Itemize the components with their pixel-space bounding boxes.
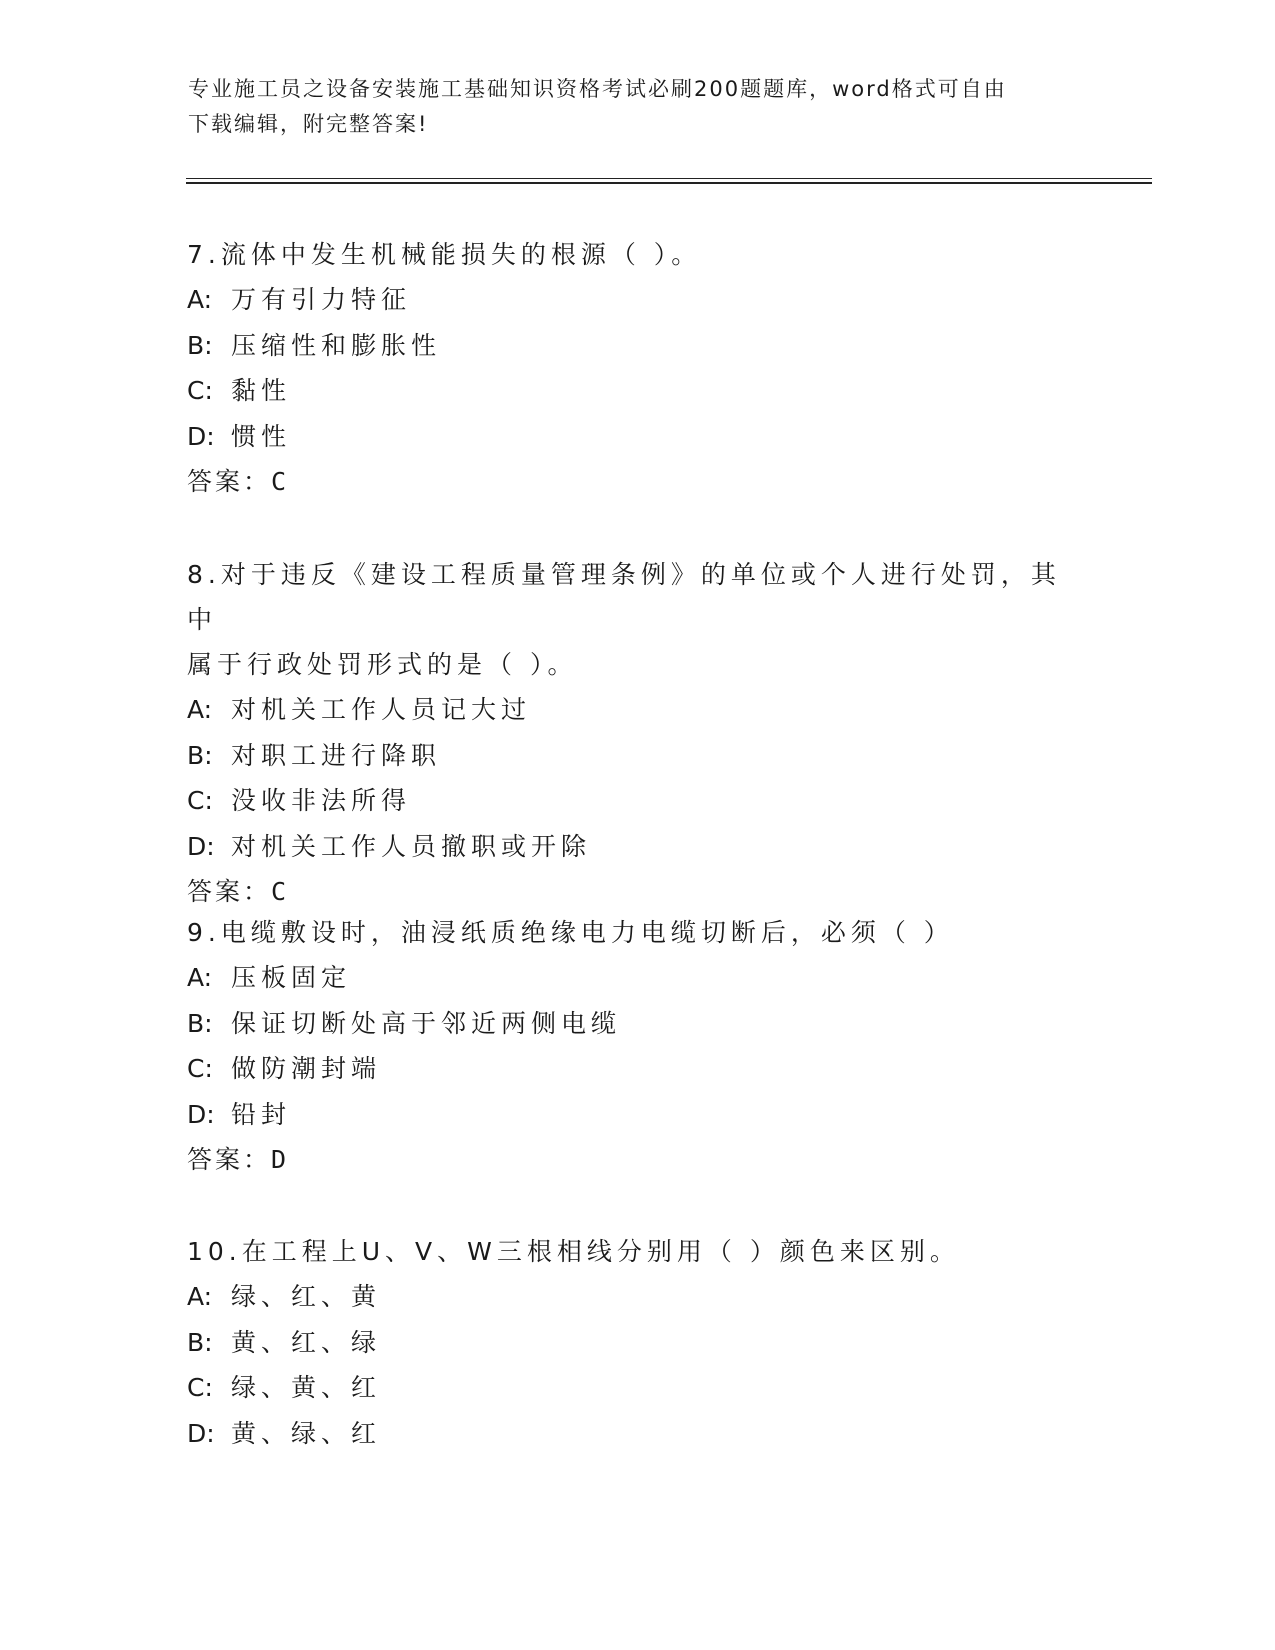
question-text-line-2: 属于行政处罚形式的是（ ）。: [187, 650, 578, 679]
question-text: 10.在工程上U、V、W三根相线分别用（ ）颜色来区别。: [187, 1237, 960, 1266]
option-text: 铅封: [231, 1099, 292, 1129]
option-b: [187, 733, 1087, 779]
option-text: 对职工进行降职: [231, 740, 442, 770]
option-letter: B:: [187, 1327, 213, 1357]
question-text-line-1: 8.对于违反《建设工程质量管理条例》的单位或个人进行处罚，其中: [187, 560, 1061, 634]
option-text: 黏性: [231, 376, 292, 405]
option-text: 保证切断处高于邻近两侧电缆: [231, 1008, 622, 1038]
option-text: 万有引力特征: [231, 285, 412, 314]
option-d: [187, 824, 1087, 870]
option-letter: D:: [187, 1418, 215, 1448]
option-c: [187, 778, 1087, 824]
option-letter: B:: [187, 330, 213, 360]
option-letter: C:: [187, 1373, 213, 1402]
answer-line: [187, 869, 1087, 915]
header-line-2: 下载编辑，附完整答案!: [188, 112, 429, 136]
option-text: 没收非法所得: [231, 786, 412, 815]
option-letter: A:: [187, 695, 213, 724]
question-7: [187, 232, 1087, 505]
answer-line: [187, 459, 1087, 505]
option-letter: B:: [187, 1008, 213, 1038]
option-letter: A:: [187, 963, 213, 992]
option-letter: D:: [187, 831, 215, 861]
option-d: [187, 1092, 1087, 1138]
header-divider-thin: [186, 178, 1152, 179]
question-text: 9.电缆敷设时，油浸纸质绝缘电力电缆切断后，必须（ ）: [187, 918, 954, 947]
question-10: [187, 1229, 1087, 1456]
option-letter: A:: [187, 1282, 213, 1311]
header-divider-thick: [186, 182, 1152, 184]
answer-line: [187, 1137, 1087, 1183]
option-text: 压缩性和膨胀性: [231, 330, 442, 360]
answer-value: D: [271, 1145, 287, 1174]
question-text: 7.流体中发生机械能损失的根源（ ）。: [187, 240, 702, 269]
question-8: [187, 552, 1087, 915]
option-a: [187, 687, 1087, 733]
option-d: [187, 414, 1087, 460]
option-text: 绿、黄、红: [231, 1373, 382, 1402]
option-text: 惯性: [231, 421, 292, 451]
document-header: [188, 72, 1088, 142]
option-a: [187, 1274, 1087, 1320]
header-line-1: 专业施工员之设备安装施工基础知识资格考试必刷200题题库，word格式可自由: [188, 77, 1007, 101]
option-b: [187, 1320, 1087, 1366]
answer-label: 答案：: [187, 467, 272, 496]
answer-label: 答案：: [187, 877, 272, 906]
option-text: 黄、绿、红: [231, 1418, 382, 1448]
option-letter: A:: [187, 285, 213, 314]
option-text: 对机关工作人员记大过: [231, 695, 532, 724]
option-text: 做防潮封端: [231, 1054, 382, 1083]
option-text: 对机关工作人员撤职或开除: [231, 831, 592, 861]
option-d: [187, 1411, 1087, 1457]
option-letter: D:: [187, 1099, 215, 1129]
answer-label: 答案：: [187, 1145, 272, 1174]
option-letter: B:: [187, 740, 213, 770]
option-letter: C:: [187, 1054, 213, 1083]
option-letter: C:: [187, 376, 213, 405]
option-text: 压板固定: [231, 963, 352, 992]
option-text: 黄、红、绿: [231, 1327, 382, 1357]
answer-value: C: [271, 467, 287, 496]
option-a: [187, 277, 1087, 323]
question-9: [187, 910, 1087, 1183]
option-c: [187, 1046, 1087, 1092]
option-letter: C:: [187, 786, 213, 815]
option-a: [187, 955, 1087, 1001]
option-c: [187, 368, 1087, 414]
option-b: [187, 323, 1087, 369]
option-b: [187, 1001, 1087, 1047]
option-letter: D:: [187, 421, 215, 451]
answer-value: C: [271, 877, 287, 906]
option-text: 绿、红、黄: [231, 1282, 382, 1311]
option-c: [187, 1365, 1087, 1411]
